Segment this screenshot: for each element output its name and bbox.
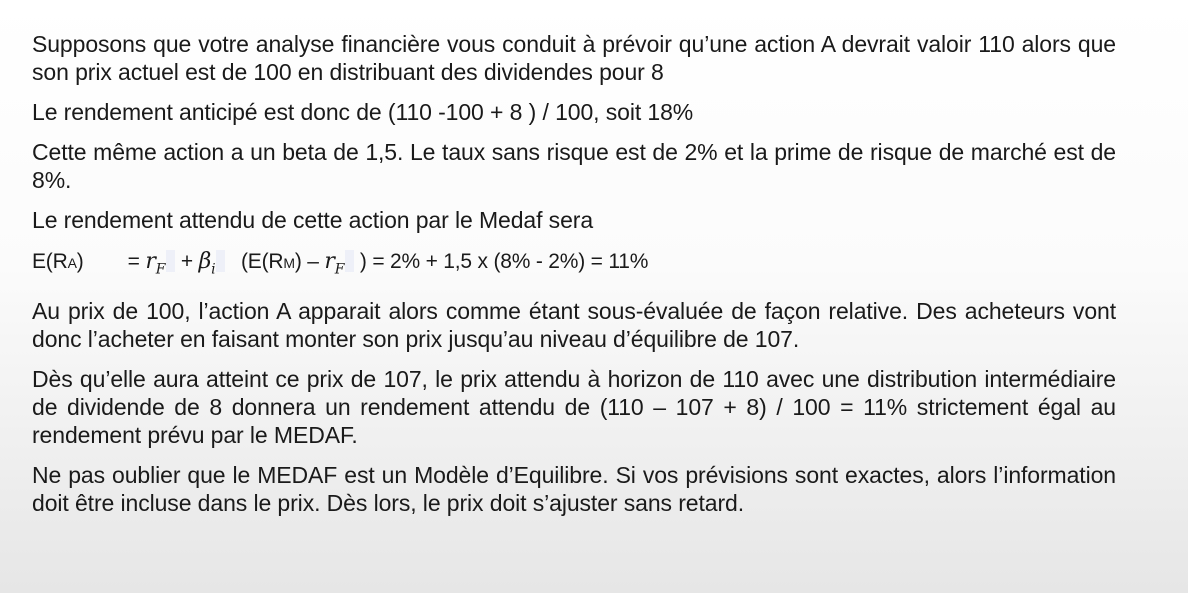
- paragraph-forecast: Supposons que votre analyse financière vous conduit à prévoir qu’une action A devrait valoir 110 alors que son prix actuel est de 100 en distribuant des dividendes pour 8: [32, 31, 1116, 85]
- paragraph-equilibrium: Dès qu’elle aura atteint ce prix de 107, le prix attendu à horizon de 110 avec une distribution intermédiaire de dividende de 8 donnera un rendement attendu de (110 – 107 + 8) / 100 = 11% strictement égal au rendement prévu par le MEDAF.: [32, 366, 1116, 449]
- formula-plus: +: [180, 250, 193, 273]
- formula-beta: $\beta_i$: [198, 249, 216, 278]
- formula-result: ) = 2% + 1,5 x (8% - 2%) = 11%: [359, 250, 649, 273]
- formula-lhs: E(RA): [32, 250, 84, 273]
- formula-placeholder-box: [216, 250, 225, 272]
- medaf-formula: [32, 246, 1116, 285]
- formula-equals: =: [127, 250, 140, 273]
- formula-placeholder-box: [166, 250, 175, 272]
- paragraph-conclusion: Ne pas oublier que le MEDAF est un Modèle d’Equilibre. Si vos prévisions sont exactes, alors l’information doit être incluse dans le prix. Dès lors, le prix doit s’ajuster sans retard.: [32, 462, 1116, 517]
- formula-risk-free: $r_F$: [145, 249, 166, 278]
- formula-risk-free-2: $r_F$: [324, 249, 345, 278]
- paragraph-beta: Cette même action a un beta de 1,5. Le taux sans risque est de 2% et la prime de risque de marché est de 8%.: [32, 139, 1116, 193]
- formula-market-premium: (E(RM) –: [241, 250, 319, 273]
- paragraph-anticipated-return: Le rendement anticipé est donc de (110 -100 + 8 ) / 100, soit 18%: [32, 99, 694, 125]
- paragraph-medaf-intro: Le rendement attendu de cette action par le Medaf sera: [32, 207, 594, 233]
- paragraph-undervalued: Au prix de 100, l’action A apparait alors comme étant sous-évaluée de façon relative. Des acheteurs vont donc l’acheter en faisant monter son prix jusqu’au niveau d’équilibre de 107.: [32, 298, 1116, 353]
- formula-placeholder-box: [345, 250, 354, 272]
